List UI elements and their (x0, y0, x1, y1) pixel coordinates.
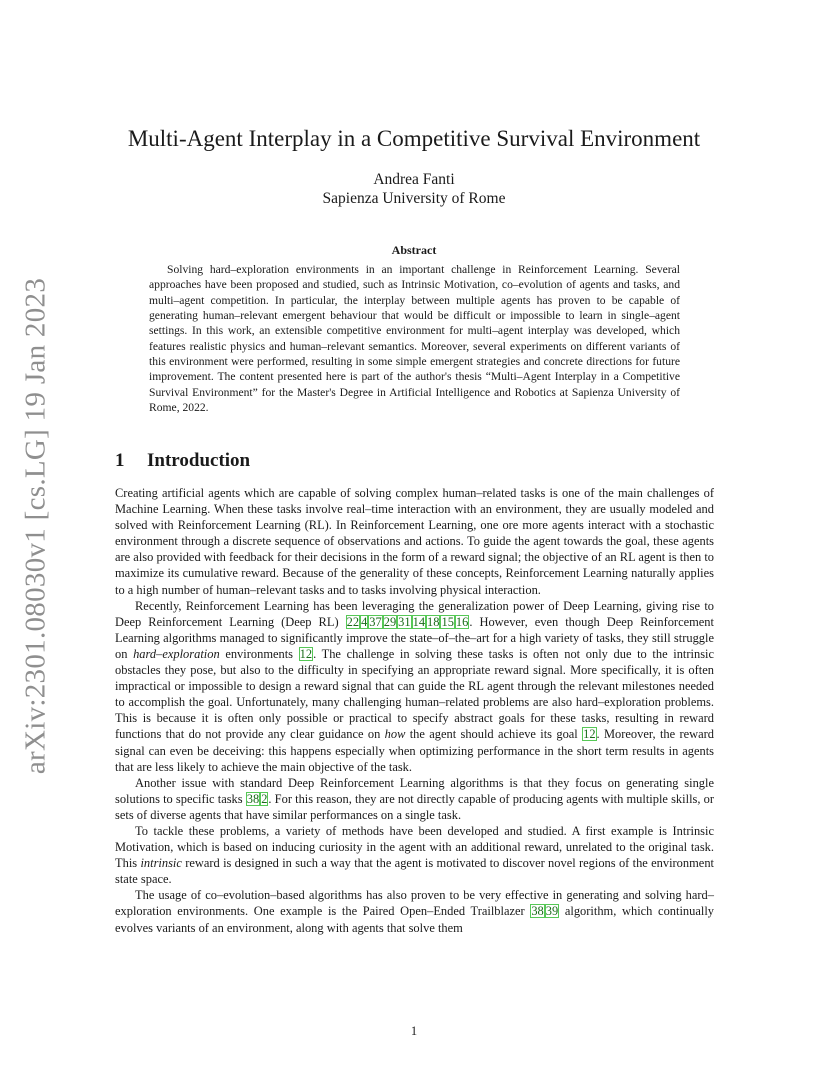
citation-link[interactable]: 38 (531, 904, 544, 919)
page-number: 1 (410, 1024, 418, 1038)
emphasis-hard-exploration: hard–exploration (133, 646, 220, 661)
section-title: Introduction (147, 450, 251, 471)
author-affiliation: Sapienza University of Rome (322, 190, 506, 207)
arxiv-identifier-stamp: arXiv:2301.08030v1 [cs.LG] 19 Jan 2023 (19, 277, 52, 775)
citation-link[interactable]: 16 (455, 614, 469, 629)
p3-text-b: . For this reason, they are not directly capable of producing agents with multiple skills, or sets of diverse agents that have similar performances on a single task. (115, 791, 714, 822)
citation-link[interactable]: 18 (427, 614, 440, 629)
emphasis-intrinsic: intrinsic (140, 856, 182, 871)
paragraph-3 (115, 775, 714, 823)
citation-link[interactable]: 15 (441, 614, 454, 629)
citation-link[interactable]: 12 (583, 727, 596, 742)
citation-link[interactable]: 29 (383, 614, 397, 629)
citation-link[interactable]: 39 (545, 904, 559, 919)
paragraph-4 (115, 823, 714, 887)
p2-text-d: . The challenge in solving these tasks is often not only due to the intrinsic obstacles they pose, but also to the difficulty in specifying an appropriate reward signal. More specifically, it is often impractical or impossible to design a reward signal that can guide the RL agent through the relevant milestones needed to accomplish the goal. Unfortunately, many challenging human–related problems are also hard–exploration problems. This is because it is often only possible or practical to specify abstract goals for these tasks, resulting in reward functions that do not provide any clear guidance on (115, 646, 715, 742)
author-name: Andrea Fanti (373, 171, 455, 188)
p5-text-b: algorithm, which continually evolves variants of an environment, along with agents that solve them (115, 904, 715, 935)
citation-link[interactable]: 12 (299, 646, 313, 661)
p2-text-a: Recently, Reinforcement Learning has been leveraging the generalization power of Deep Learning, giving rise to Deep Reinforcement Learning (Deep RL) (115, 598, 714, 629)
citation-link[interactable]: 4 (361, 614, 368, 629)
citation-group (346, 615, 470, 629)
p2-text-b: . However, even though Deep Reinforcement Learning algorithms managed to significantly improve the state–of–the–art for a high variety of tasks, they still struggle on (115, 614, 714, 661)
citation-link[interactable]: 31 (398, 614, 411, 629)
p2-text-c: environments (219, 646, 299, 661)
p2-text-e: the agent should achieve its goal (405, 727, 583, 742)
p4-text-a: To tackle these problems, a variety of methods have been developed and studied. A first example is Intrinsic Motivation, which is based on inducing curiosity in the agent with an additional reward, unrelated to the original task. This (115, 823, 714, 871)
p3-text-a: Another issue with standard Deep Reinforcement Learning algorithms is that they focus on generating single solutions to specific tasks (115, 775, 714, 806)
citation-link[interactable]: 22 (346, 614, 360, 629)
p2-text-f: . Moreover, the reward signal can even be deceiving: this happens especially when optimizing performance in the short term results in agents that are less likely to achieve the main objective of the task. (115, 727, 714, 774)
main-text (115, 485, 714, 936)
abstract-text: Solving hard–exploration environments in an important challenge in Reinforcement Learning. Several approaches have been proposed and studied, such as Intrinsic Motivation, co–evolution of agents and tasks, and multi–agent competition. In particular, the interplay between multiple agents has proven to be capable of generating human–relevant emergent behaviour that would be difficult or impossible to learn in single–agent settings. In this work, an extensible competitive environment for multi–agent interplay was developed, which features realistic physics and human–relevant semantics. Moreover, several experiments on different variants of this environment were performed, resulting in some simple emergent strategies and concrete directions for future improvement. The content presented here is part of the author's thesis “Multi–Agent Interplay in a Competitive Survival Environment” for the Master's Degree in Artificial Intelligence and Robotics at Sapienza University of Rome, 2022. (149, 263, 680, 415)
section-heading (115, 450, 250, 472)
p4-text-b: reward is designed in such a way that the agent is motivated to discover novel regions of the environment state space. (115, 856, 714, 887)
citation-link[interactable]: 37 (369, 614, 382, 629)
citation-link[interactable]: 2 (261, 791, 268, 806)
abstract-body (149, 262, 680, 415)
section-number: 1 (115, 450, 125, 471)
emphasis-how: how (384, 727, 406, 742)
p5-text-a: The usage of co–evolution–based algorithms has also proven to be very effective in generating and solving hard–exploration environments. One example is the Paired Open–Ended Trailblazer (115, 888, 714, 919)
paper-title: Multi-Agent Interplay in a Competitive Survival Environment (127, 126, 701, 151)
abstract-heading: Abstract (391, 243, 437, 257)
paragraph-1: Creating artificial agents which are capable of solving complex human–related tasks is one of the main challenges of Machine Learning. When these tasks involve real–time interaction with an environment, they are usually modeled and solved with Reinforcement Learning (RL). In Reinforcement Learning, one ore more agents interact with a stochastic environment through a discrete sequence of observations and actions. To guide the agent towards the goal, these agents are also provided with feedback for their decisions in the form of a reward signal; the objective of an RL agent is then to maximize its cumulative reward. Because of the generality of these concepts, Reinforcement Learning naturally applies to a high number of human–relevant tasks and to tasks involving physical interaction. (115, 486, 714, 597)
citation-link[interactable]: 38 (246, 791, 260, 806)
citation-link[interactable]: 14 (412, 614, 426, 629)
paragraph-2 (115, 598, 714, 775)
paragraph-5 (115, 887, 714, 935)
